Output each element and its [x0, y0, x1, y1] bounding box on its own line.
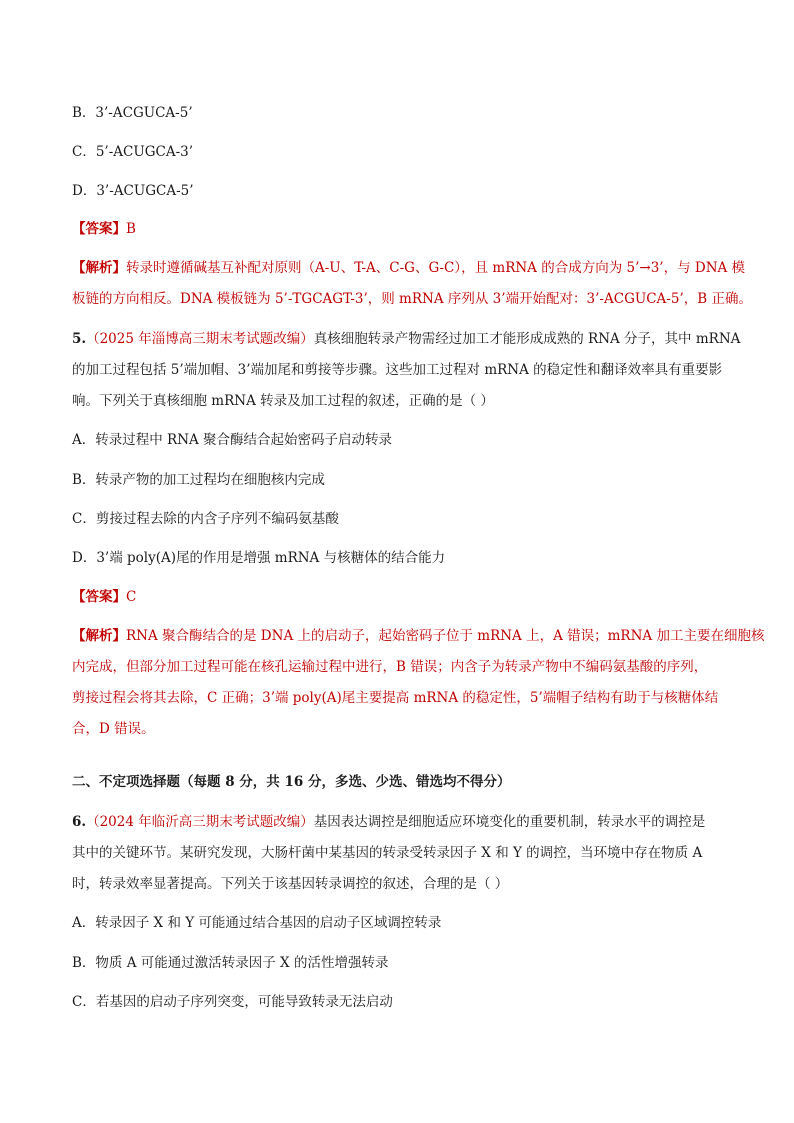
q5-option-b: B．转录产物的加工过程均在细胞核内完成 [72, 472, 325, 488]
q4-option-c: C．5’-ACUGCA-3’ [72, 144, 194, 160]
q4-option-d: D．3’-ACUGCA-5’ [72, 183, 194, 199]
q5-stem-line-1 [72, 329, 740, 349]
q6-stem-line-2: 其中的关键环节。某研究发现，大肠杆菌中某基因的转录受转录因子 X 和 Y 的调控，当环境中存在物质 A [72, 845, 703, 861]
q5-option-d: D．3’端 poly(A)尾的作用是增强 mRNA 与核糖体的结合能力 [72, 550, 446, 566]
q6-option-c: C．若基因的启动子序列突变，可能导致转录无法启动 [72, 994, 393, 1010]
answer-value: B [126, 221, 136, 237]
analysis-text: 转录时遵循碱基互补配对原则（A-U、T-A、C-G、G-C），且 mRNA 的合成方向为 5’→3’，与 DNA 模 [126, 260, 746, 276]
analysis-text: RNA 聚合酶结合的是 DNA 上的启动子，起始密码子位于 mRNA 上，A 错误；mRNA 加工主要在细胞核 [126, 628, 765, 644]
q6-stem-line-3: 时，转录效率显著提高。下列关于该基因转录调控的叙述，合理的是（ ） [72, 876, 509, 892]
question-stem: 基因表达调控是细胞适应环境变化的重要机制，转录水平的调控是 [313, 814, 706, 830]
q4-analysis-line-1 [72, 258, 745, 278]
analysis-label: 【解析】 [72, 628, 126, 644]
q5-option-c: C．剪接过程去除的内含子序列不编码氨基酸 [72, 511, 339, 527]
analysis-label: 【解析】 [72, 260, 126, 276]
q5-analysis-line-3: 剪接过程会将其去除，C 正确；3’端 poly(A)尾主要提高 mRNA 的稳定性，5’端帽子结构有助于与核糖体结 [72, 690, 719, 706]
q5-analysis-line-4: 合，D 错误。 [72, 721, 155, 737]
q6-option-b: B．物质 A 可能通过激活转录因子 X 的活性增强转录 [72, 955, 389, 971]
q4-answer [72, 219, 136, 239]
q5-stem-line-3: 响。下列关于真核细胞 mRNA 转录及加工过程的叙述，正确的是（ ） [72, 393, 494, 409]
q5-stem-line-2: 的加工过程包括 5’端加帽、3’端加尾和剪接等步骤。这些加工过程对 mRNA 的稳定性和翻译效率具有重要影 [72, 362, 723, 378]
answer-label: 【答案】 [72, 221, 126, 237]
question-number: 6. [72, 814, 87, 830]
answer-label: 【答案】 [72, 589, 126, 605]
question-source: （2025 年淄博高三期末考试题改编） [86, 331, 314, 347]
q4-option-b: B．3’-ACGUCA-5’ [72, 105, 193, 121]
q6-stem-line-1 [72, 812, 705, 832]
section-heading: 二、不定项选择题（每题 8 分，共 16 分，多选、少选、错选均不得分） [72, 774, 511, 790]
question-number: 5. [72, 331, 87, 347]
q6-option-a: A．转录因子 X 和 Y 可能通过结合基因的启动子区域调控转录 [72, 915, 442, 931]
question-stem: 真核细胞转录产物需经过加工才能形成成熟的 RNA 分子，其中 mRNA [313, 331, 741, 347]
q4-analysis-line-2: 板链的方向相反。DNA 模板链为 5’-TGCAGT-3’，则 mRNA 序列从 3’端开始配对：3’-ACGUCA-5’，B 正确。 [72, 291, 752, 307]
q5-analysis-line-2: 内完成，但部分加工过程可能在核孔运输过程中进行，B 错误；内含子为转录产物中不编码氨基酸的序列， [72, 659, 708, 675]
q5-option-a: A．转录过程中 RNA 聚合酶结合起始密码子启动转录 [72, 432, 393, 448]
q5-analysis-line-1 [72, 626, 764, 646]
question-source: （2024 年临沂高三期末考试题改编） [86, 814, 314, 830]
answer-value: C [126, 589, 137, 605]
q5-answer [72, 587, 136, 607]
